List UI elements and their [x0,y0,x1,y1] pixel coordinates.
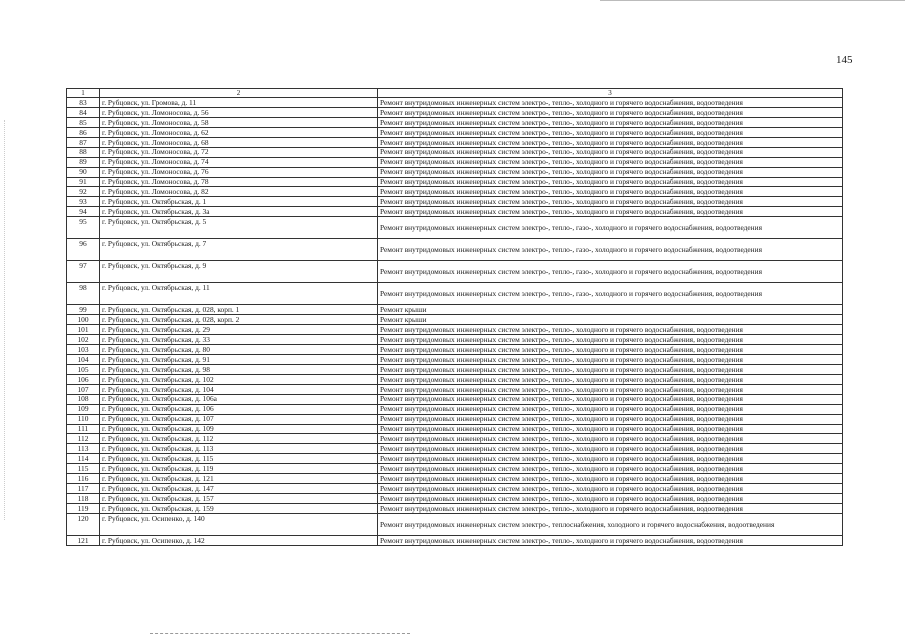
row-address: г. Рубцовск, ул. Ломоносова, д. 62 [100,127,378,137]
table-row [67,454,843,464]
row-work-type: Ремонт внутридомовых инженерных систем электро-, тепло-, холодного и горячего водоснабжения, водоотведения [378,335,843,345]
table-row [67,147,843,157]
row-work-type: Ремонт внутридомовых инженерных систем электро-, тепло-, холодного и горячего водоснабжения, водоотведения [378,117,843,127]
table-row [67,464,843,474]
row-work-type: Ремонт внутридомовых инженерных систем электро-, тепло-, холодного и горячего водоснабжения, водоотведения [378,424,843,434]
row-address: г. Рубцовск, ул. Октябрьская, д. 115 [100,454,378,464]
table-row [67,513,843,535]
row-address: г. Рубцовск, ул. Октябрьская, д. 5 [100,217,378,239]
row-number: 113 [67,444,100,454]
row-work-type: Ремонт внутридомовых инженерных систем электро-, тепло-, холодного и горячего водоснабжения, водоотведения [378,404,843,414]
row-work-type: Ремонт внутридомовых инженерных систем электро-, тепло-, газо-, холодного и горячего водоснабжения, водоотведения [378,261,843,283]
row-work-type: Ремонт внутридомовых инженерных систем электро-, тепло-, холодного и горячего водоснабжения, водоотведения [378,444,843,454]
row-number: 85 [67,117,100,127]
header-col-2: 2 [100,89,378,98]
table-row [67,325,843,335]
row-number: 108 [67,394,100,404]
table-row [67,434,843,444]
row-address: г. Рубцовск, ул. Октябрьская, д. 7 [100,239,378,261]
row-number: 107 [67,384,100,394]
row-address: г. Рубцовск, ул. Октябрьская, д. 107 [100,414,378,424]
row-work-type: Ремонт внутридомовых инженерных систем электро-, тепло-, газо-, холодного и горячего водоснабжения, водоотведения [378,239,843,261]
row-work-type: Ремонт внутридомовых инженерных систем электро-, тепло-, холодного и горячего водоснабжения, водоотведения [378,137,843,147]
row-number: 84 [67,107,100,117]
row-work-type: Ремонт внутридомовых инженерных систем электро-, тепло-, холодного и горячего водоснабжения, водоотведения [378,535,843,545]
row-work-type: Ремонт внутридомовых инженерных систем электро-, тепло-, холодного и горячего водоснабжения, водоотведения [378,187,843,197]
row-address: г. Рубцовск, ул. Октябрьская, д. 106а [100,394,378,404]
row-address: г. Рубцовск, ул. Ломоносова, д. 78 [100,177,378,187]
row-address: г. Рубцовск, ул. Октябрьская, д. 112 [100,434,378,444]
header-col-3: 3 [378,89,843,98]
table-row [67,127,843,137]
table-row [67,217,843,239]
row-work-type: Ремонт внутридомовых инженерных систем электро-, тепло-, холодного и горячего водоснабжения, водоотведения [378,354,843,364]
row-address: г. Рубцовск, ул. Осипенко, д. 140 [100,513,378,535]
table-row [67,414,843,424]
table-row [67,535,843,545]
row-number: 116 [67,474,100,484]
table-row [67,494,843,504]
row-address: г. Рубцовск, ул. Октябрьская, д. 3а [100,207,378,217]
row-address: г. Рубцовск, ул. Ломоносова, д. 68 [100,137,378,147]
row-number: 103 [67,345,100,355]
table-row [67,137,843,147]
row-address: г. Рубцовск, ул. Октябрьская, д. 106 [100,404,378,414]
table-row [67,107,843,117]
row-number: 87 [67,137,100,147]
row-address: г. Рубцовск, ул. Октябрьская, д. 157 [100,494,378,504]
row-address: г. Рубцовск, ул. Ломоносова, д. 76 [100,167,378,177]
row-address: г. Рубцовск, ул. Октябрьская, д. 121 [100,474,378,484]
table-row [67,187,843,197]
row-work-type: Ремонт внутридомовых инженерных систем электро-, тепло-, холодного и горячего водоснабжения, водоотведения [378,177,843,187]
row-number: 106 [67,374,100,384]
table-header-row [67,89,843,98]
row-number: 88 [67,147,100,157]
table-row [67,167,843,177]
row-address: г. Рубцовск, ул. Ломоносова, д. 74 [100,157,378,167]
row-number: 100 [67,315,100,325]
table-row [67,117,843,127]
row-number: 110 [67,414,100,424]
table-row [67,157,843,167]
row-work-type: Ремонт внутридомовых инженерных систем электро-, тепло-, холодного и горячего водоснабжения, водоотведения [378,414,843,424]
row-address: г. Рубцовск, ул. Октябрьская, д. 104 [100,384,378,394]
row-address: г. Рубцовск, ул. Октябрьская, д. 33 [100,335,378,345]
row-number: 104 [67,354,100,364]
row-address: г. Рубцовск, ул. Октябрьская, д. 113 [100,444,378,454]
row-number: 98 [67,283,100,305]
row-work-type: Ремонт внутридомовых инженерных систем электро-, тепло-, холодного и горячего водоснабжения, водоотведения [378,207,843,217]
row-address: г. Рубцовск, ул. Октябрьская, д. 98 [100,364,378,374]
table-row [67,484,843,494]
row-work-type: Ремонт внутридомовых инженерных систем электро-, тепло-, холодного и горячего водоснабжения, водоотведения [378,454,843,464]
left-scan-mark [4,120,6,520]
row-work-type: Ремонт внутридомовых инженерных систем электро-, тепло-, холодного и горячего водоснабжения, водоотведения [378,147,843,157]
row-number: 120 [67,513,100,535]
row-address: г. Рубцовск, ул. Ломоносова, д. 82 [100,187,378,197]
row-address: г. Рубцовск, ул. Громова, д. 11 [100,98,378,108]
row-number: 102 [67,335,100,345]
row-address: г. Рубцовск, ул. Октябрьская, д. 1 [100,197,378,207]
table-row [67,177,843,187]
row-work-type: Ремонт внутридомовых инженерных систем электро-, теплоснабжения, холодного и горячего водоснабжения, водоотведения [378,513,843,535]
row-number: 96 [67,239,100,261]
row-work-type: Ремонт внутридомовых инженерных систем электро-, тепло-, холодного и горячего водоснабжения, водоотведения [378,464,843,474]
row-address: г. Рубцовск, ул. Ломоносова, д. 56 [100,107,378,117]
row-number: 90 [67,167,100,177]
row-work-type: Ремонт внутридомовых инженерных систем электро-, тепло-, холодного и горячего водоснабжения, водоотведения [378,384,843,394]
row-number: 109 [67,404,100,414]
page-number: 145 [836,54,853,66]
row-address: г. Рубцовск, ул. Ломоносова, д. 58 [100,117,378,127]
row-number: 93 [67,197,100,207]
row-number: 114 [67,454,100,464]
row-address: г. Рубцовск, ул. Октябрьская, д. 9 [100,261,378,283]
row-address: г. Рубцовск, ул. Октябрьская, д. 91 [100,354,378,364]
table-row [67,315,843,325]
row-number: 99 [67,305,100,315]
row-address: г. Рубцовск, ул. Октябрьская, д. 80 [100,345,378,355]
row-work-type: Ремонт внутридомовых инженерных систем электро-, тепло-, холодного и горячего водоснабжения, водоотведения [378,494,843,504]
row-number: 121 [67,535,100,545]
row-address: г. Рубцовск, ул. Октябрьская, д. 147 [100,484,378,494]
row-address: г. Рубцовск, ул. Октябрьская, д. 109 [100,424,378,434]
row-address: г. Рубцовск, ул. Октябрьская, д. 11 [100,283,378,305]
table-row [67,239,843,261]
top-scan-rule [600,0,905,2]
row-number: 83 [67,98,100,108]
row-work-type: Ремонт внутридомовых инженерных систем электро-, тепло-, холодного и горячего водоснабжения, водоотведения [378,394,843,404]
row-address: г. Рубцовск, ул. Октябрьская, д. 028, корп. 2 [100,315,378,325]
row-work-type: Ремонт внутридомовых инженерных систем электро-, тепло-, газо-, холодного и горячего водоснабжения, водоотведения [378,283,843,305]
row-work-type: Ремонт внутридомовых инженерных систем электро-, тепло-, холодного и горячего водоснабжения, водоотведения [378,374,843,384]
row-work-type: Ремонт внутридомовых инженерных систем электро-, тепло-, холодного и горячего водоснабжения, водоотведения [378,127,843,137]
row-address: г. Рубцовск, ул. Октябрьская, д. 119 [100,464,378,474]
row-number: 92 [67,187,100,197]
table-row [67,354,843,364]
table-row [67,305,843,315]
table-row [67,444,843,454]
table-row [67,207,843,217]
row-address: г. Рубцовск, ул. Октябрьская, д. 102 [100,374,378,384]
table-row [67,424,843,434]
row-work-type: Ремонт внутридомовых инженерных систем электро-, тепло-, газо-, холодного и горячего водоснабжения, водоотведения [378,217,843,239]
row-address: г. Рубцовск, ул. Осипенко, д. 142 [100,535,378,545]
table-row [67,364,843,374]
row-address: г. Рубцовск, ул. Октябрьская, д. 028, корп. 1 [100,305,378,315]
row-work-type: Ремонт внутридомовых инженерных систем электро-, тепло-, холодного и горячего водоснабжения, водоотведения [378,474,843,484]
row-work-type: Ремонт внутридомовых инженерных систем электро-, тепло-, холодного и горячего водоснабжения, водоотведения [378,504,843,514]
header-col-1: 1 [67,89,100,98]
row-number: 89 [67,157,100,167]
row-address: г. Рубцовск, ул. Октябрьская, д. 29 [100,325,378,335]
row-number: 86 [67,127,100,137]
row-work-type: Ремонт крыши [378,305,843,315]
table-body [67,98,843,546]
row-work-type: Ремонт внутридомовых инженерных систем электро-, тепло-, холодного и горячего водоснабжения, водоотведения [378,364,843,374]
row-address: г. Рубцовск, ул. Октябрьская, д. 159 [100,504,378,514]
row-number: 91 [67,177,100,187]
row-number: 111 [67,424,100,434]
table-row [67,283,843,305]
table-row [67,504,843,514]
row-work-type: Ремонт внутридомовых инженерных систем электро-, тепло-, холодного и горячего водоснабжения, водоотведения [378,345,843,355]
bottom-scan-mark [150,633,410,635]
table-row [67,197,843,207]
row-number: 118 [67,494,100,504]
table-row [67,98,843,108]
row-number: 119 [67,504,100,514]
table-row [67,404,843,414]
row-number: 117 [67,484,100,494]
row-number: 105 [67,364,100,374]
table-row [67,384,843,394]
table-row [67,345,843,355]
table-row [67,335,843,345]
row-work-type: Ремонт внутридомовых инженерных систем электро-, тепло-, холодного и горячего водоснабжения, водоотведения [378,197,843,207]
row-number: 115 [67,464,100,474]
row-number: 94 [67,207,100,217]
row-number: 101 [67,325,100,335]
row-number: 97 [67,261,100,283]
table-row [67,374,843,384]
row-work-type: Ремонт внутридомовых инженерных систем электро-, тепло-, холодного и горячего водоснабжения, водоотведения [378,98,843,108]
row-work-type: Ремонт внутридомовых инженерных систем электро-, тепло-, холодного и горячего водоснабжения, водоотведения [378,107,843,117]
row-number: 95 [67,217,100,239]
row-number: 112 [67,434,100,444]
row-work-type: Ремонт внутридомовых инженерных систем электро-, тепло-, холодного и горячего водоснабжения, водоотведения [378,167,843,177]
row-work-type: Ремонт внутридомовых инженерных систем электро-, тепло-, холодного и горячего водоснабжения, водоотведения [378,325,843,335]
repair-table [66,88,843,546]
table-row [67,474,843,484]
table-row [67,261,843,283]
row-address: г. Рубцовск, ул. Ломоносова, д. 72 [100,147,378,157]
row-work-type: Ремонт внутридомовых инженерных систем электро-, тепло-, холодного и горячего водоснабжения, водоотведения [378,434,843,444]
row-work-type: Ремонт внутридомовых инженерных систем электро-, тепло-, холодного и горячего водоснабжения, водоотведения [378,484,843,494]
row-work-type: Ремонт внутридомовых инженерных систем электро-, тепло-, холодного и горячего водоснабжения, водоотведения [378,157,843,167]
row-work-type: Ремонт крыши [378,315,843,325]
table-row [67,394,843,404]
